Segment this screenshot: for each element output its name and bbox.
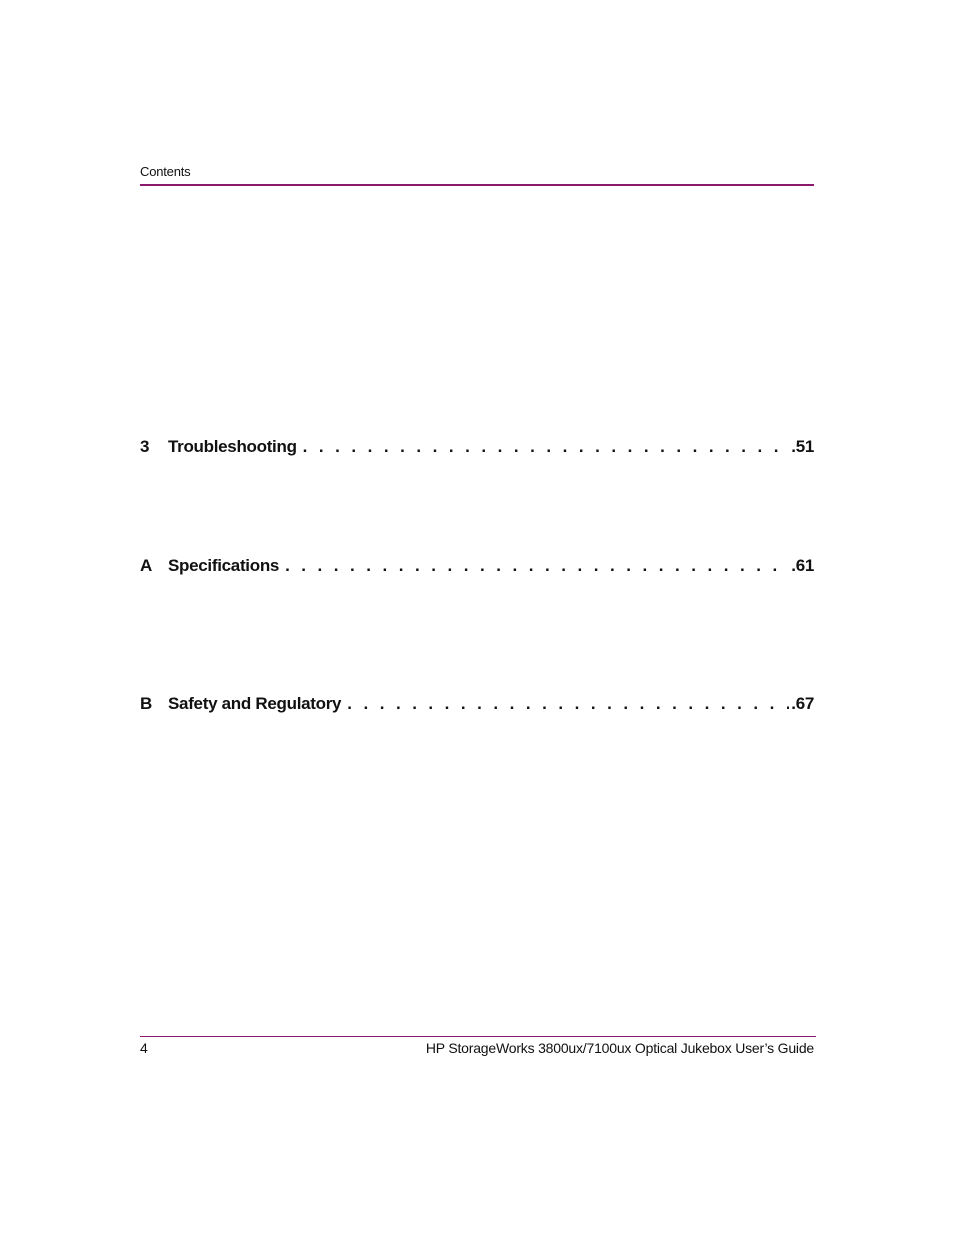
toc-dot-leader — [285, 556, 789, 576]
toc-entry-page: .61 — [791, 556, 814, 575]
footer-page-number: 4 — [140, 1040, 148, 1056]
toc-entry-safety-and-regulatory[interactable] — [140, 694, 814, 718]
toc-entry-number: B — [140, 694, 152, 713]
toc-entry-number: A — [140, 556, 152, 575]
toc-entry-troubleshooting[interactable] — [140, 437, 814, 461]
footer-rule — [140, 1036, 816, 1037]
toc-dot-leader — [303, 437, 790, 457]
toc-entry-title: Troubleshooting — [168, 437, 297, 456]
toc-dot-leader — [347, 694, 789, 714]
footer-book-title: HP StorageWorks 3800ux/7100ux Optical Jukebox User’s Guide — [425, 1040, 814, 1056]
header-rule — [140, 184, 814, 186]
toc-entry-page: .51 — [791, 437, 814, 456]
toc-entry-title: Specifications — [168, 556, 280, 575]
toc-entry-number: 3 — [140, 437, 150, 456]
toc-entry-page: .67 — [791, 694, 814, 713]
toc-entry-specifications[interactable] — [140, 556, 814, 580]
toc-entry-title: Safety and Regulatory — [168, 694, 342, 713]
running-header: Contents — [140, 164, 191, 179]
